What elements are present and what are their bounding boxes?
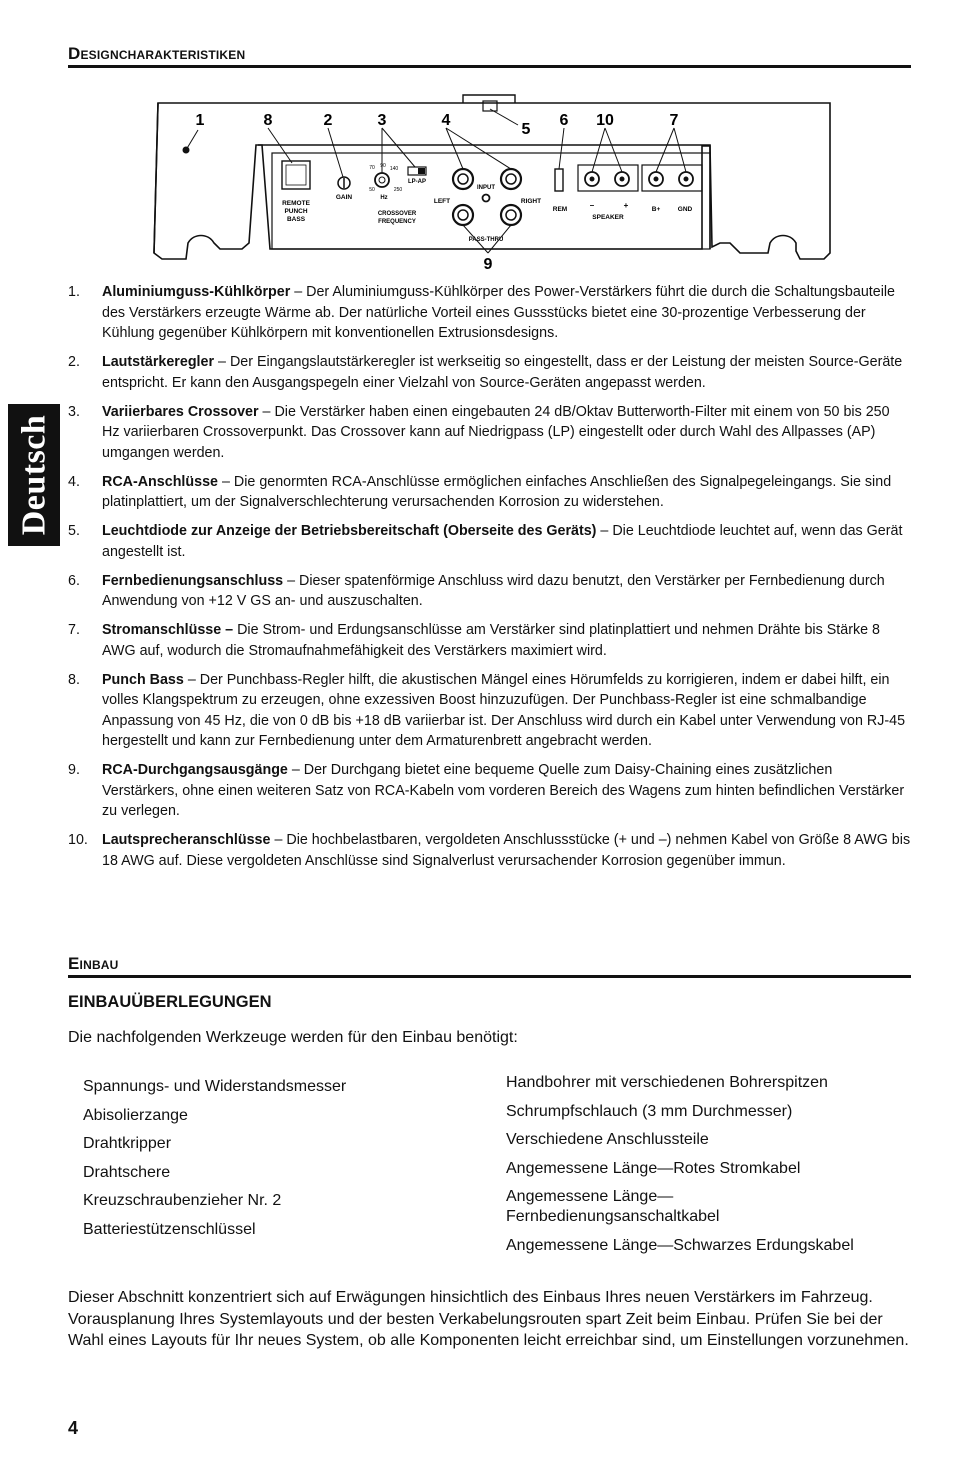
feature-number: 6. — [68, 572, 80, 589]
label-gnd: GND — [677, 206, 693, 213]
label-bass: BASS — [286, 216, 306, 223]
label-right: RIGHT — [520, 198, 542, 205]
label-bplus: B+ — [651, 206, 661, 213]
feature-list — [68, 282, 911, 880]
tool-item: Abisolierzange — [83, 1106, 188, 1124]
feature-title: RCA-Durchgangsausgänge — [102, 762, 288, 778]
feature-number: 5. — [68, 523, 80, 539]
label-passthru: PASS-THRU — [468, 237, 504, 243]
tool-item: Angemessene Länge—Fernbedienungsanschaltkabel — [506, 1188, 720, 1225]
feature-number: 7. — [68, 622, 80, 638]
feature-title: RCA-Anschlüsse — [102, 473, 218, 490]
language-tab — [8, 404, 60, 546]
tool-item: Drahtkripper — [83, 1135, 172, 1153]
feature-text: – Der Aluminiumguss-Kühlkörper des Power-Verstärkers führt die durch die Schaltungsbauteile des Verstärkers erzeugte Wärme ab. Der natürliche Vorteil eines Gussstücks bietet eine 30-prozentige Verbesserung der Kühlung gegenüber Kühlkörpern mit konventionellen Extrusionsdesigns. — [102, 284, 896, 341]
label-frequency: FREQUENCY — [378, 219, 416, 225]
label-rem: REM — [552, 206, 568, 213]
feature-title: Aluminiumguss-Kühlkörper — [102, 284, 291, 300]
install-paragraph: Dieser Abschnitt konzentriert sich auf Erwägungen hinsichtlich des Einbaus Ihres neuen Verstärkers im Fahrzeug. Vorausplanung Ihres Systemlayouts und der besten Verkabelungsrouten spart Zeit beim Einbau. Prüfen Sie bei der Wahl eines Layouts für Ihr neues System, ob alle Komponenten leicht erreichbar sind, um Einstellungen vorzunehmen. — [68, 1289, 909, 1349]
label-punch: PUNCH — [284, 208, 308, 215]
label-left: LEFT — [433, 198, 451, 205]
callout-3: 3 — [377, 112, 387, 129]
feature-number: 4. — [68, 473, 80, 490]
tool-item: Handbohrer mit verschiedenen Bohrerspitzen — [506, 1074, 828, 1091]
callout-7: 7 — [669, 112, 679, 129]
tool-item: Angemessene Länge—Schwarzes Erdungskabel — [506, 1236, 854, 1254]
tool-item: Batteriestützenschlüssel — [83, 1220, 256, 1238]
tool-item: Verschiedene Anschlussteile — [506, 1131, 709, 1148]
tool-item: Spannungs- und Widerstandsmesser — [83, 1078, 347, 1095]
feature-text: – Dieser spatenförmige Anschluss wird dazu benutzt, den Verstärker per Fernbedienung durch Anwendung von +12 V GS an- und auszuschalten. — [102, 572, 885, 609]
tools-list-right — [506, 1073, 911, 1264]
tools-intro: Die nachfolgenden Werkzeuge werden für den Einbau benötigt: — [68, 1029, 518, 1046]
section-heading-install: Einbau — [68, 954, 911, 978]
tool-item: Drahtschere — [83, 1163, 171, 1181]
feature-item — [68, 472, 911, 513]
label-plus: + — [623, 201, 629, 210]
callout-4: 4 — [441, 112, 451, 129]
feature-item — [68, 670, 911, 752]
label-gain: GAIN — [335, 194, 353, 201]
feature-text: – Die hochbelastbaren, vergoldeten Anschlussstücke (+ und –) nehmen Kabel von Größe 8 AWG bis 18 AWG auf. Diese vergoldeten Anschlüsse sind Signalverlust verursachender Korrosion gegenüber immun. — [102, 832, 911, 869]
feature-item — [68, 352, 911, 393]
label-speaker: SPEAKER — [592, 214, 624, 221]
callout-10: 10 — [596, 112, 614, 129]
callout-2: 2 — [323, 112, 333, 129]
language-tab-label: Deutsch — [15, 414, 53, 536]
label-input: INPUT — [477, 185, 495, 191]
label-hz: Hz — [380, 195, 388, 201]
callout-1: 1 — [195, 112, 205, 129]
callout-8: 8 — [263, 112, 273, 129]
feature-text: – Der Punchbass-Regler hilft, die akustischen Mängel eines Hörumfelds zu korrigieren, indem er dabei hilft, ein volles Klangspektrum zu erzeugen, ohne exzessiven Boost hinzuzufügen. Der Punchbass-Regler ist eine schmalbandige Anpassung von 45 Hz, die von 0 dB bis +18 dB variierbar ist. Der Anschluss wird durch ein Kabel unter Verwendung von RJ-45 hergestellt und kann zur Fernbedienung unter dem Armaturenbrett angebracht werden. — [102, 671, 906, 749]
callout-6: 6 — [559, 112, 569, 129]
feature-item — [68, 830, 911, 871]
label-freq-70: 70 — [369, 165, 375, 171]
section-heading-design: Designcharakteristiken — [68, 44, 911, 68]
label-remote: REMOTE — [282, 200, 310, 207]
feature-text: – Die genormten RCA-Anschlüsse ermöglichen einfaches Anschließen des Signalpegeleingangs. Sie sind platinplattiert, um der Signalverschlechterung verursachenden Korrosion zu widerstehen. — [102, 473, 892, 510]
feature-title: Lautsprecheranschlüsse — [102, 832, 271, 848]
feature-number: 2. — [68, 354, 80, 370]
feature-text: – Der Eingangslautstärkeregler ist werkseitig so eingestellt, dass er der Leistung der meisten Source-Geräte entspricht. Er kann den Ausgangspegeln einer Vielzahl von Source-Geräten angepasst werden. — [102, 354, 903, 391]
install-subheading: EINBAUÜBERLEGUNGEN — [68, 993, 272, 1011]
tools-list-left — [83, 1073, 346, 1245]
feature-text: – Die Verstärker haben einen eingebauten 24 dB/Oktav Butterworth-Filter mit einem von 50 bis 250 Hz variierbaren Crossoverpunkt. Das Crossover kann auf Niedrigpass (LP) eingestellt oder durch Wahl des Allpasses (AP) umgangen werden. — [102, 403, 890, 461]
label-freq-140: 140 — [389, 166, 399, 172]
feature-item — [68, 521, 911, 562]
feature-number: 3. — [68, 403, 80, 420]
feature-number: 9. — [68, 762, 80, 778]
tool-item: Angemessene Länge—Rotes Stromkabel — [506, 1159, 801, 1177]
tool-item: Kreuzschraubenzieher Nr. 2 — [83, 1192, 282, 1210]
feature-text: – Die Leuchtdiode leuchtet auf, wenn das Gerät angestellt ist. — [102, 523, 903, 560]
page-number: 4 — [68, 1418, 79, 1438]
label-freq-50: 50 — [369, 187, 375, 193]
feature-text: – Der Durchgang bietet eine bequeme Quelle zum Daisy-Chaining eines zusätzlichen Verstärkers, ohne einen weiteren Satz von RCA-Kabeln vom vorderen Bereich des Wagens zum hinten befindlichen Verstärker zu verlegen. — [102, 762, 905, 819]
label-crossover: CROSSOVER — [377, 211, 417, 217]
label-minus: – — [589, 201, 595, 210]
feature-title: Lautstärkeregler — [102, 354, 215, 370]
feature-item — [68, 402, 911, 464]
feature-number: 1. — [68, 284, 80, 300]
feature-title: Stromanschlüsse – — [102, 622, 234, 638]
feature-number: 10. — [68, 832, 88, 848]
feature-title: Fernbedienungsanschluss — [102, 572, 284, 589]
feature-title: Leuchtdiode zur Anzeige der Betriebsbereitschaft (Oberseite des Geräts) — [102, 523, 597, 539]
label-freq-90: 90 — [380, 163, 386, 169]
feature-title: Variierbares Crossover — [102, 403, 259, 420]
feature-item — [68, 282, 911, 344]
label-freq-250: 250 — [393, 187, 403, 193]
feature-item — [68, 760, 911, 822]
tool-item: Schrumpfschlauch (3 mm Durchmesser) — [506, 1102, 793, 1120]
callout-5: 5 — [521, 121, 531, 138]
feature-item — [68, 620, 911, 661]
feature-number: 8. — [68, 671, 80, 688]
feature-title: Punch Bass — [102, 671, 184, 688]
feature-item — [68, 571, 911, 612]
callout-9: 9 — [483, 256, 493, 271]
feature-text: Die Strom- und Erdungsanschlüsse am Verstärker sind platinplattiert und nehmen Drähte bis Stärke 8 AWG auf, wodurch die Stromaufnahmefähigkeit des Verstärkers maximiert wird. — [102, 622, 880, 659]
label-lpap: LP-AP — [408, 179, 426, 185]
amplifier-diagram — [150, 93, 840, 271]
